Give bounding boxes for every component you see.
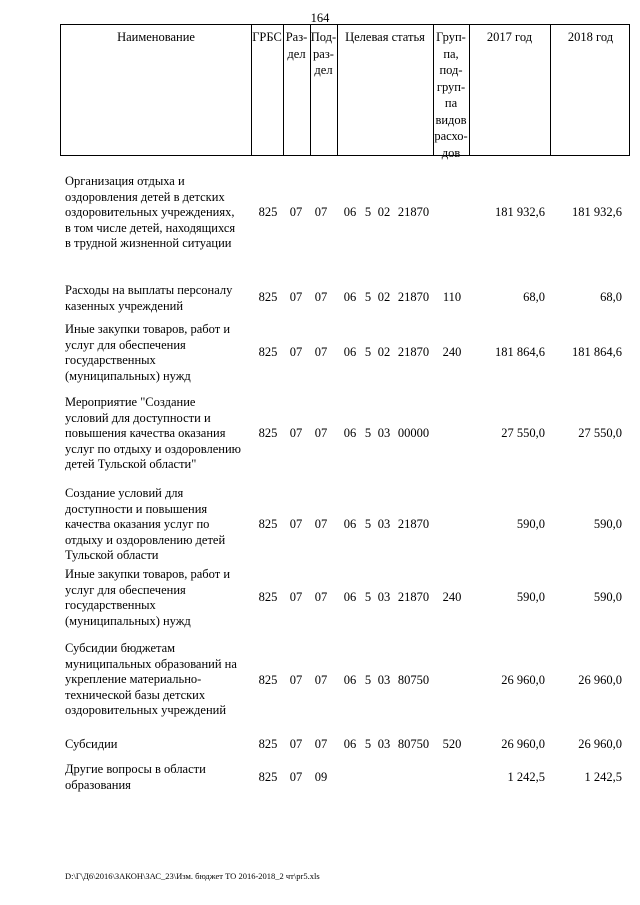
- target-event-cell: 03: [377, 737, 391, 751]
- podrazdel-cell: 07: [314, 345, 328, 359]
- grbs-cell: 825: [258, 590, 278, 604]
- grbs-cell: 825: [258, 737, 278, 751]
- row-name-line: (муниципальных) нужд: [65, 613, 191, 628]
- row-name-line: услуг для обеспечения: [65, 582, 186, 597]
- row-name-line: муниципальных образований на: [65, 656, 237, 671]
- amount-2017-cell: 26 960,0: [501, 737, 545, 751]
- podrazdel-cell: 07: [314, 205, 328, 219]
- target-subprogram-cell: 5: [364, 290, 372, 304]
- razdel-cell: 07: [289, 673, 303, 687]
- target-program-cell: 06: [343, 673, 357, 687]
- target-direction-cell: 21870: [397, 590, 430, 604]
- row-name-line: государственных: [65, 598, 156, 613]
- podrazdel-cell: 07: [314, 590, 328, 604]
- row-name-line: в том числе детей, находящихся: [65, 220, 236, 235]
- header-2018: 2018 год: [567, 30, 614, 44]
- row-name-line: укрепление материально-: [65, 672, 202, 687]
- target-subprogram-cell: 5: [364, 590, 372, 604]
- razdel-cell: 07: [289, 517, 303, 531]
- target-direction-cell: 80750: [397, 737, 430, 751]
- target-program-cell: 06: [343, 205, 357, 219]
- row-name-line: казенных учреждений: [65, 298, 184, 313]
- podrazdel-cell: 07: [314, 673, 328, 687]
- amount-2018-cell: 590,0: [593, 517, 622, 531]
- row-name-line: Расходы на выплаты персоналу: [65, 283, 233, 297]
- amount-2017-cell: 26 960,0: [501, 673, 545, 687]
- amount-2017-cell: 68,0: [523, 290, 545, 304]
- target-event-cell: 03: [377, 426, 391, 440]
- row-name-line: оздоровления детей в детских: [65, 189, 225, 204]
- row-name: [65, 737, 250, 753]
- amount-2017-cell: 1 242,5: [507, 770, 545, 784]
- razdel-cell: 07: [289, 345, 303, 359]
- amount-2018-cell: 26 960,0: [578, 673, 622, 687]
- row-name: [65, 283, 250, 314]
- row-name: [65, 567, 250, 629]
- amount-2017-cell: 27 550,0: [501, 426, 545, 440]
- amount-2017-cell: 181 932,6: [495, 205, 545, 219]
- row-name-line: отдыху и оздоровлению детей: [65, 532, 226, 547]
- grbs-cell: 825: [258, 673, 278, 687]
- row-name-line: условий для доступности и: [65, 410, 211, 425]
- target-event-cell: 02: [377, 205, 391, 219]
- target-program-cell: 06: [343, 737, 357, 751]
- grbs-cell: 825: [258, 290, 278, 304]
- target-program-cell: 06: [343, 345, 357, 359]
- header-grbs: ГРБС: [252, 30, 282, 44]
- row-name: [65, 486, 250, 564]
- razdel-cell: 07: [289, 737, 303, 751]
- amount-2018-cell: 181 932,6: [572, 205, 622, 219]
- target-event-cell: 03: [377, 673, 391, 687]
- grbs-cell: 825: [258, 205, 278, 219]
- target-subprogram-cell: 5: [364, 205, 372, 219]
- expense-group-cell: 520: [442, 737, 462, 751]
- row-name-line: услуг по отдыху и оздоровлению: [65, 441, 242, 456]
- target-subprogram-cell: 5: [364, 426, 372, 440]
- row-name-line: оздоровительных учреждений: [65, 703, 227, 718]
- target-program-cell: 06: [343, 290, 357, 304]
- target-direction-cell: 80750: [397, 673, 430, 687]
- target-subprogram-cell: 5: [364, 345, 372, 359]
- row-name-line: Другие вопросы в области: [65, 762, 206, 776]
- grbs-cell: 825: [258, 770, 278, 784]
- podrazdel-cell: 07: [314, 290, 328, 304]
- razdel-cell: 07: [289, 290, 303, 304]
- file-path-footer: D:\Г\Д6\2016\ЗАКОН\ЗАС_23\Изм. бюджет ТО 2016-2018_2 чт\pr5.xls: [65, 871, 320, 881]
- row-name-line: детей Тульской области": [65, 457, 197, 472]
- razdel-cell: 07: [289, 770, 303, 784]
- row-name-line: повышения качества оказания: [65, 426, 226, 441]
- grbs-cell: 825: [258, 345, 278, 359]
- grbs-cell: 825: [258, 426, 278, 440]
- target-subprogram-cell: 5: [364, 673, 372, 687]
- row-name-line: Тульской области: [65, 548, 159, 563]
- podrazdel-cell: 07: [314, 426, 328, 440]
- row-name: [65, 641, 250, 719]
- podrazdel-cell: 07: [314, 737, 328, 751]
- amount-2018-cell: 1 242,5: [584, 770, 622, 784]
- row-name-line: в трудной жизненной ситуации: [65, 236, 232, 251]
- header-target-article: Целевая статья: [345, 30, 425, 44]
- target-program-cell: 06: [343, 590, 357, 604]
- target-program-cell: 06: [343, 426, 357, 440]
- row-name-line: Иные закупки товаров, работ и: [65, 322, 231, 336]
- amount-2017-cell: 590,0: [516, 590, 545, 604]
- grbs-cell: 825: [258, 517, 278, 531]
- header-expense-group: Груп- па, под- груп- па видов расхо- дов: [434, 30, 468, 160]
- row-name-line: Организация отдыха и: [65, 174, 185, 188]
- target-event-cell: 02: [377, 290, 391, 304]
- row-name-line: оздоровительных учреждениях,: [65, 205, 235, 220]
- razdel-cell: 07: [289, 426, 303, 440]
- target-direction-cell: 21870: [397, 290, 430, 304]
- target-direction-cell: 00000: [397, 426, 430, 440]
- header-podrazdel: Под- раз- дел: [310, 30, 337, 77]
- amount-2018-cell: 68,0: [600, 290, 622, 304]
- row-name-line: доступности и повышения: [65, 501, 208, 516]
- header-razdel: Раз- дел: [285, 30, 308, 61]
- expense-group-cell: 110: [442, 290, 462, 304]
- podrazdel-cell: 09: [314, 770, 328, 784]
- target-direction-cell: 21870: [397, 205, 430, 219]
- target-direction-cell: 21870: [397, 345, 430, 359]
- amount-2017-cell: 590,0: [516, 517, 545, 531]
- target-event-cell: 03: [377, 590, 391, 604]
- amount-2017-cell: 181 864,6: [495, 345, 545, 359]
- header-name: Наименование: [117, 30, 195, 44]
- row-name-line: Субсидии бюджетам: [65, 641, 176, 655]
- target-event-cell: 02: [377, 345, 391, 359]
- amount-2018-cell: 27 550,0: [578, 426, 622, 440]
- row-name: [65, 762, 250, 793]
- row-name: [65, 174, 250, 252]
- row-name: [65, 322, 250, 384]
- target-subprogram-cell: 5: [364, 737, 372, 751]
- podrazdel-cell: 07: [314, 517, 328, 531]
- amount-2018-cell: 26 960,0: [578, 737, 622, 751]
- row-name: [65, 395, 250, 473]
- row-name-line: образования: [65, 777, 131, 792]
- table-header: [60, 24, 630, 160]
- row-name-line: Мероприятие "Создание: [65, 395, 196, 409]
- target-direction-cell: 21870: [397, 517, 430, 531]
- expense-group-cell: 240: [442, 590, 462, 604]
- target-program-cell: 06: [343, 517, 357, 531]
- target-subprogram-cell: 5: [364, 517, 372, 531]
- amount-2018-cell: 590,0: [593, 590, 622, 604]
- page-number: 164: [310, 11, 330, 25]
- row-name-line: услуг для обеспечения: [65, 337, 186, 352]
- target-event-cell: 03: [377, 517, 391, 531]
- razdel-cell: 07: [289, 205, 303, 219]
- row-name-line: технической базы детских: [65, 687, 206, 702]
- row-name-line: (муниципальных) нужд: [65, 368, 191, 383]
- row-name-line: Создание условий для: [65, 486, 184, 500]
- row-name-line: Иные закупки товаров, работ и: [65, 567, 231, 581]
- row-name-line: Субсидии: [65, 737, 118, 751]
- header-2017: 2017 год: [486, 30, 533, 44]
- row-name-line: качества оказания услуг по: [65, 517, 210, 532]
- row-name-line: государственных: [65, 353, 156, 368]
- expense-group-cell: 240: [442, 345, 462, 359]
- amount-2018-cell: 181 864,6: [572, 345, 622, 359]
- razdel-cell: 07: [289, 590, 303, 604]
